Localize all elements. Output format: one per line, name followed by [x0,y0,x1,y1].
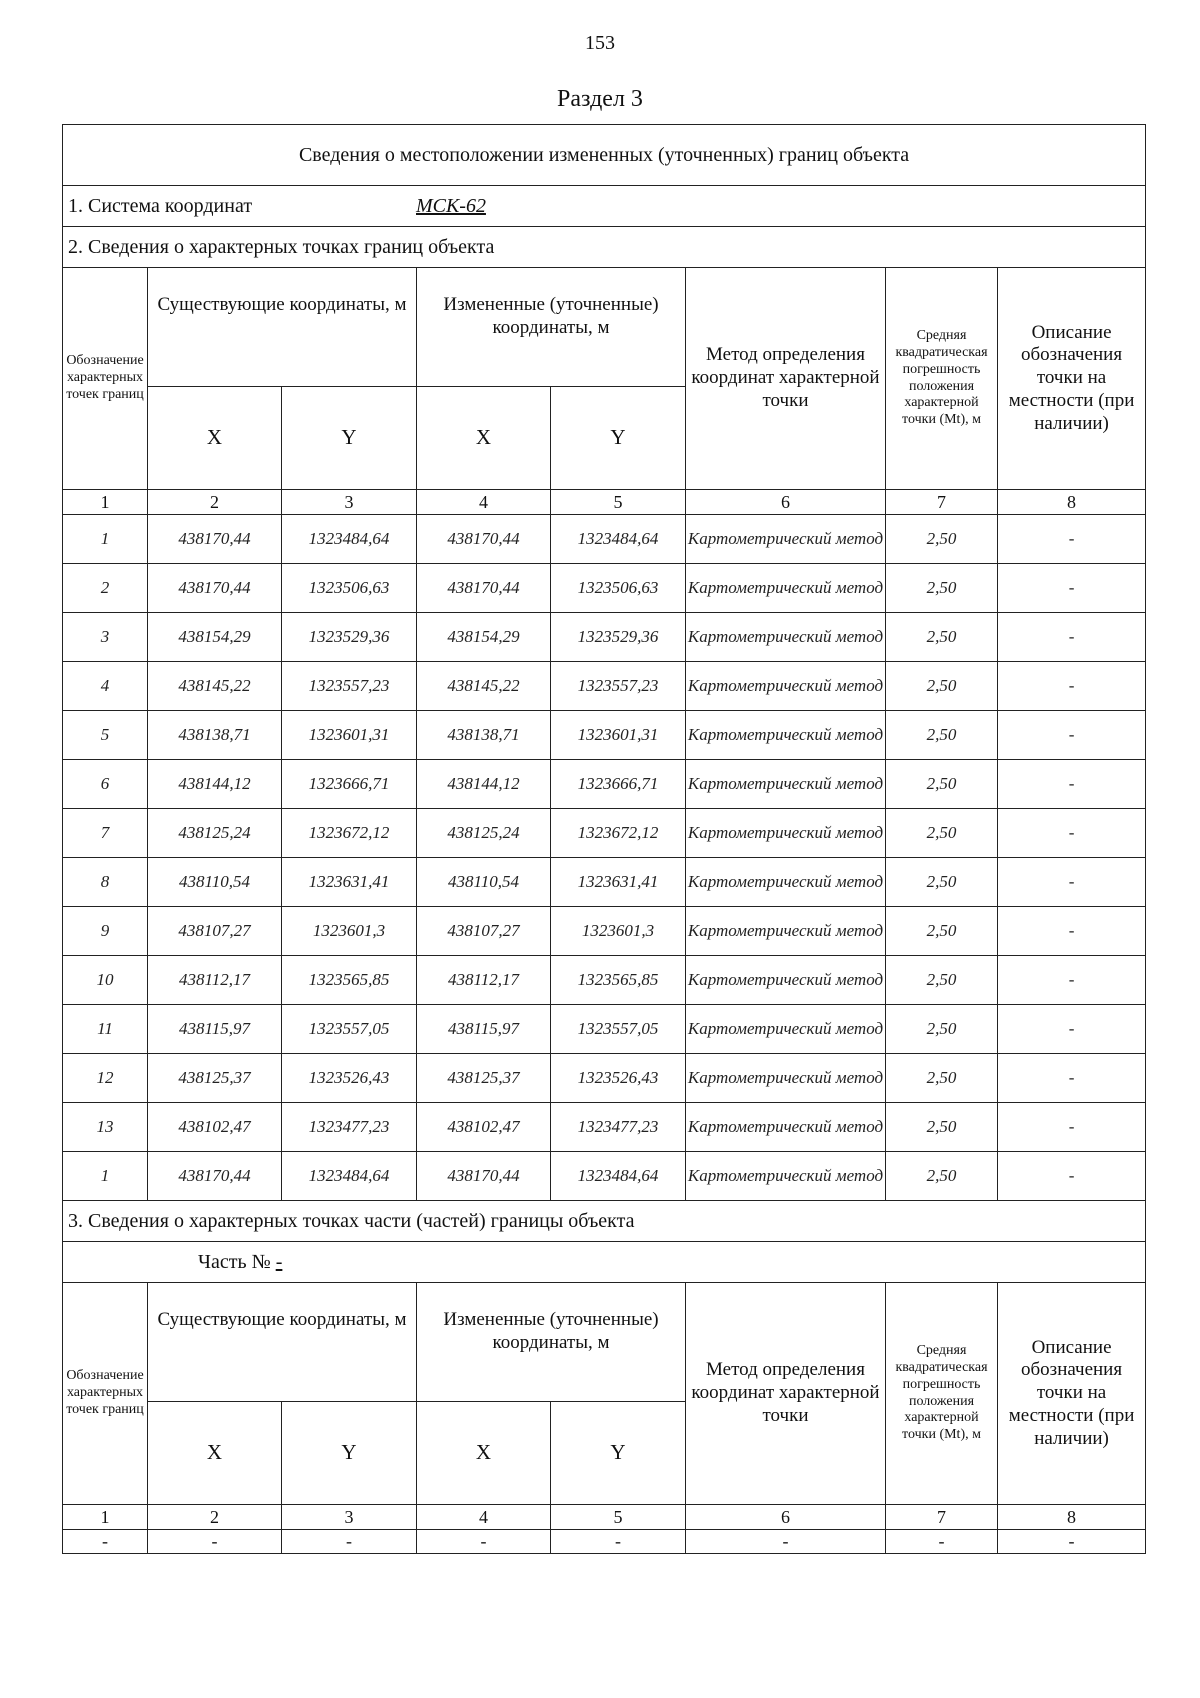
cell-description: - [998,1005,1146,1054]
cell-description: - [998,907,1146,956]
table-row [63,662,1146,711]
cell-existing-x: 438154,29 [148,613,282,662]
cell-existing-x: 438170,44 [148,564,282,613]
cell-error: 2,50 [886,515,998,564]
cell-existing-y: 1323529,36 [282,613,417,662]
cell-point-number: 8 [63,858,148,907]
cell-point-number: 1 [63,1152,148,1201]
cell-method: Картометрический метод [686,956,886,1005]
cell-error: 2,50 [886,956,998,1005]
cell-description: - [998,1103,1146,1152]
cell-method: Картометрический метод [686,1005,886,1054]
cell-method: Картометрический метод [686,907,886,956]
page-number: 153 [585,32,615,54]
points-hdr-point-name: Обозначение характерных точек границ [63,268,148,490]
part-col-number: 2 [148,1505,282,1530]
part-hdr-error: Средняя квадратическая погрешность положения характерной точки (Mt), м [886,1283,998,1505]
cell-changed-x: 438112,17 [417,956,551,1005]
cell-error: 2,50 [886,1054,998,1103]
cell-existing-x: 438115,97 [148,1005,282,1054]
cell-error: 2,50 [886,1103,998,1152]
part-hdr-x-changed: X [417,1402,551,1505]
part-col-number: 7 [886,1505,998,1530]
cell-method: Картометрический метод [686,515,886,564]
cell-existing-y: 1323666,71 [282,760,417,809]
cell-existing-x: 438170,44 [148,515,282,564]
part-cell: - [551,1530,686,1554]
table-row [63,907,1146,956]
cell-existing-y: 1323631,41 [282,858,417,907]
part-cell: - [282,1530,417,1554]
part-hdr-existing: Существующие координаты, м [148,1283,417,1402]
part-hdr-x-existing: X [148,1402,282,1505]
cell-description: - [998,711,1146,760]
points-hdr-y-existing: Y [282,387,417,490]
cell-changed-y: 1323557,23 [551,662,686,711]
cell-changed-x: 438170,44 [417,515,551,564]
points-col-number: 4 [417,490,551,515]
cell-changed-y: 1323666,71 [551,760,686,809]
points-hdr-x-existing: X [148,387,282,490]
coord-system-label: 1. Система координат [68,194,253,217]
cell-existing-x: 438112,17 [148,956,282,1005]
part-col-number: 5 [551,1505,686,1530]
points-hdr-method: Метод определения координат характерной точки [686,268,886,490]
cell-changed-y: 1323484,64 [551,515,686,564]
cell-changed-x: 438107,27 [417,907,551,956]
cell-error: 2,50 [886,564,998,613]
cell-method: Картометрический метод [686,613,886,662]
section2-label: 2. Сведения о характерных точках границ объекта [63,227,1146,268]
cell-point-number: 9 [63,907,148,956]
part-col-number: 4 [417,1505,551,1530]
table-row [63,956,1146,1005]
cell-error: 2,50 [886,613,998,662]
cell-existing-y: 1323601,3 [282,907,417,956]
cell-error: 2,50 [886,1152,998,1201]
table-row [63,760,1146,809]
cell-description: - [998,858,1146,907]
table-row [63,613,1146,662]
cell-method: Картометрический метод [686,564,886,613]
cell-existing-y: 1323557,23 [282,662,417,711]
part-hdr-point-name: Обозначение характерных точек границ [63,1283,148,1505]
cell-point-number: 10 [63,956,148,1005]
part-cell: - [417,1530,551,1554]
cell-description: - [998,515,1146,564]
table-row [63,1054,1146,1103]
part-label: Часть № [198,1250,271,1273]
cell-changed-x: 438170,44 [417,564,551,613]
points-hdr-y-changed: Y [551,387,686,490]
cell-changed-y: 1323484,64 [551,1152,686,1201]
table-row [63,1103,1146,1152]
cell-existing-x: 438110,54 [148,858,282,907]
part-col-number: 1 [63,1505,148,1530]
table-row [63,711,1146,760]
cell-existing-x: 438138,71 [148,711,282,760]
part-row [63,1242,1146,1283]
points-col-number: 2 [148,490,282,515]
cell-method: Картометрический метод [686,711,886,760]
cell-changed-y: 1323565,85 [551,956,686,1005]
cell-existing-x: 438125,37 [148,1054,282,1103]
points-hdr-changed: Измененные (уточненные) координаты, м [417,268,686,387]
coord-system-value: МСК-62 [416,194,486,217]
cell-description: - [998,1054,1146,1103]
cell-description: - [998,613,1146,662]
table-row [63,858,1146,907]
cell-description: - [998,1152,1146,1201]
points-hdr-x-changed: X [417,387,551,490]
part-cell: - [148,1530,282,1554]
cell-changed-y: 1323601,3 [551,907,686,956]
cell-point-number: 1 [63,515,148,564]
part-col-number: 3 [282,1505,417,1530]
table-row [63,809,1146,858]
cell-changed-y: 1323557,05 [551,1005,686,1054]
cell-existing-y: 1323526,43 [282,1054,417,1103]
cell-changed-x: 438144,12 [417,760,551,809]
cell-description: - [998,809,1146,858]
cell-description: - [998,760,1146,809]
cell-changed-x: 438138,71 [417,711,551,760]
cell-existing-y: 1323477,23 [282,1103,417,1152]
cell-existing-y: 1323557,05 [282,1005,417,1054]
cell-existing-y: 1323506,63 [282,564,417,613]
cell-changed-x: 438102,47 [417,1103,551,1152]
cell-changed-y: 1323672,12 [551,809,686,858]
cell-error: 2,50 [886,760,998,809]
cell-error: 2,50 [886,1005,998,1054]
cell-changed-y: 1323631,41 [551,858,686,907]
cell-point-number: 2 [63,564,148,613]
part-col-number: 6 [686,1505,886,1530]
cell-method: Картометрический метод [686,1054,886,1103]
cell-method: Картометрический метод [686,760,886,809]
part-hdr-changed: Измененные (уточненные) координаты, м [417,1283,686,1402]
cell-point-number: 7 [63,809,148,858]
coord-system-row [63,186,1146,227]
table-row [63,515,1146,564]
cell-method: Картометрический метод [686,662,886,711]
cell-point-number: 6 [63,760,148,809]
cell-existing-y: 1323484,64 [282,515,417,564]
part-cell: - [998,1530,1146,1554]
cell-method: Картометрический метод [686,809,886,858]
cell-existing-y: 1323672,12 [282,809,417,858]
table-row [63,564,1146,613]
cell-changed-x: 438125,37 [417,1054,551,1103]
points-hdr-existing: Существующие координаты, м [148,268,417,387]
cell-method: Картометрический метод [686,1152,886,1201]
cell-changed-y: 1323477,23 [551,1103,686,1152]
cell-changed-y: 1323506,63 [551,564,686,613]
table-row [63,1152,1146,1201]
part-hdr-y-changed: Y [551,1402,686,1505]
cell-point-number: 5 [63,711,148,760]
cell-existing-x: 438102,47 [148,1103,282,1152]
cell-error: 2,50 [886,809,998,858]
cell-existing-x: 438125,24 [148,809,282,858]
cell-error: 2,50 [886,907,998,956]
cell-method: Картометрический метод [686,858,886,907]
table-title: Сведения о местоположении измененных (уточненных) границ объекта [63,125,1146,186]
cell-changed-y: 1323526,43 [551,1054,686,1103]
part-cell: - [63,1530,148,1554]
cell-point-number: 3 [63,613,148,662]
section3-label: 3. Сведения о характерных точках части (частей) границы объекта [63,1201,1146,1242]
part-cell: - [686,1530,886,1554]
cell-changed-x: 438145,22 [417,662,551,711]
part-hdr-y-existing: Y [282,1402,417,1505]
points-hdr-error: Средняя квадратическая погрешность положения характерной точки (Mt), м [886,268,998,490]
part-hdr-method: Метод определения координат характерной точки [686,1283,886,1505]
cell-description: - [998,956,1146,1005]
cell-description: - [998,564,1146,613]
table-row [63,1530,1146,1554]
cell-changed-y: 1323601,31 [551,711,686,760]
points-col-number: 3 [282,490,417,515]
points-col-number: 1 [63,490,148,515]
cell-existing-x: 438107,27 [148,907,282,956]
cell-existing-y: 1323484,64 [282,1152,417,1201]
cell-changed-x: 438154,29 [417,613,551,662]
cell-changed-y: 1323529,36 [551,613,686,662]
cell-error: 2,50 [886,711,998,760]
boundary-form-table [62,124,1146,1554]
cell-existing-x: 438145,22 [148,662,282,711]
part-hdr-description: Описание обозначения точки на местности (при наличии) [998,1283,1146,1505]
cell-existing-y: 1323601,31 [282,711,417,760]
cell-changed-x: 438170,44 [417,1152,551,1201]
cell-point-number: 12 [63,1054,148,1103]
points-col-number: 7 [886,490,998,515]
points-col-number: 8 [998,490,1146,515]
points-hdr-description: Описание обозначения точки на местности (при наличии) [998,268,1146,490]
cell-error: 2,50 [886,662,998,711]
cell-method: Картометрический метод [686,1103,886,1152]
table-row [63,1005,1146,1054]
part-value: - [275,1250,283,1273]
cell-changed-x: 438110,54 [417,858,551,907]
cell-point-number: 4 [63,662,148,711]
part-col-number: 8 [998,1505,1146,1530]
cell-changed-x: 438115,97 [417,1005,551,1054]
cell-point-number: 13 [63,1103,148,1152]
cell-point-number: 11 [63,1005,148,1054]
cell-existing-x: 438170,44 [148,1152,282,1201]
points-col-number: 5 [551,490,686,515]
cell-description: - [998,662,1146,711]
cell-error: 2,50 [886,858,998,907]
cell-existing-x: 438144,12 [148,760,282,809]
points-col-number: 6 [686,490,886,515]
cell-existing-y: 1323565,85 [282,956,417,1005]
section-title: Раздел 3 [557,86,643,112]
part-cell: - [886,1530,998,1554]
cell-changed-x: 438125,24 [417,809,551,858]
